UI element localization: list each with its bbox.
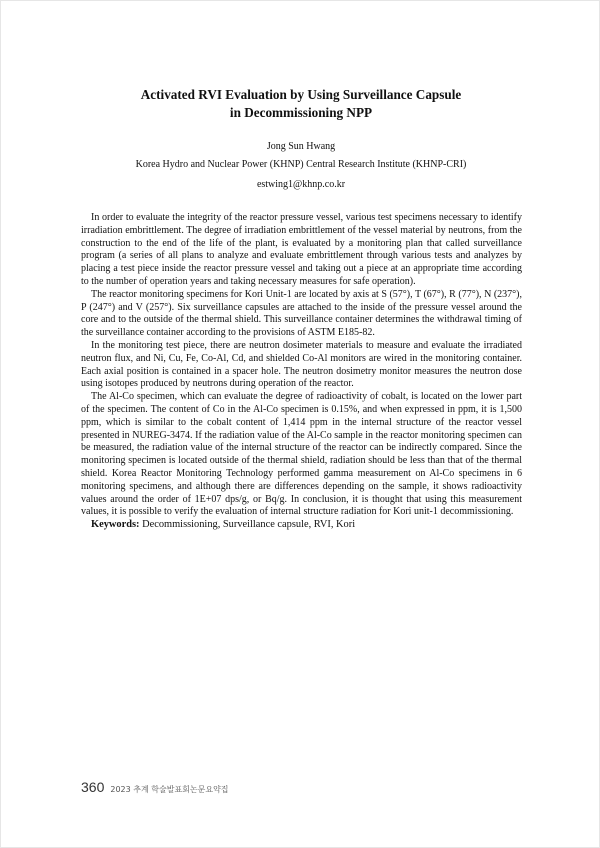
author-name: Jong Sun Hwang — [266, 141, 336, 152]
title-line-1: Activated RVI Evaluation by Using Surveillance Capsule — [140, 87, 462, 102]
title-line-2: in Decommissioning NPP — [229, 105, 373, 120]
proceedings-name: 2023 추계 학술발표회논문요약집 — [110, 785, 229, 794]
page-number: 360 — [81, 779, 105, 795]
abstract-body — [81, 212, 522, 532]
abstract-paragraph-3: In the monitoring test piece, there are neutron dosimeter materials to measure and evaluate the irradiated neutron flux, and Ni, Cu, Fe, Co-Al, Cd, and shielded Co-Al monitors are wired in the monitoring container. Each axial position is contained in a spacer hole. The neutron dosimetry monitor measures the neutron dose using isotopes produced by neutrons during operation of the reactor. — [81, 339, 522, 390]
paper-title — [61, 86, 541, 122]
abstract-paragraph-4: The Al-Co specimen, which can evaluate the degree of radioactivity of cobalt, is located on the lower part of the specimen. The content of Co in the Al-Co specimen is 0.15%, and when expressed in ppm, it is 1,500 ppm, which is similar to the cobalt content of 1,414 ppm in the internal structure of the reactor vessel presented in NUREG-3474. If the radiation value of the Al-Co sample in the reactor monitoring specimen can be measured, the radiation value of the internal structure of the reactor can be indirectly compared. Since the monitoring specimen is located outside of the thermal shield, radiation should be less than that of the thermal shield. Korea Reactor Monitoring Technology performed gamma measurement on Al-Co specimens in 6 monitoring specimens, and although there are differences depending on the sample, it shows radioactivity values around the order of 1E+07 dps/g, or Bq/g. In conclusion, it is thought that using this measurement values, it is possible to verify the evaluation of internal structure radiation for Kori unit-1 decommissioning. — [81, 391, 522, 518]
keywords-label: Keywords: — [91, 519, 140, 531]
keywords-line — [81, 519, 522, 532]
abstract-paragraph-2: The reactor monitoring specimens for Kori Unit-1 are located by axis at S (57°), T (67°), R (77°), N (237°), P (247°) and V (257°). Six surveillance capsules are attached to the inside of the pressure vessel around the core and to the outside of the thermal shield. This surveillance container determines the withdrawal timing of the surveillance container according to the provisions of ASTM E185-82. — [81, 288, 522, 339]
abstract-paragraph-1: In order to evaluate the integrity of the reactor pressure vessel, various test specimens necessary to identify irradiation embrittlement. The degree of irradiation embrittlement of the vessel material by neutrons, from the construction to the end of the life of the plant, is evaluated by a monitoring plan that called surveillance program (a series of all plans to analyze and evaluate embrittlement through various tests and analyzes by placing a test piece inside the reactor pressure vessel and taking out a piece at an appropriate time according to the number of operation years and taking necessary measures for safe operation). — [81, 212, 522, 287]
page-footer — [81, 779, 229, 799]
keywords-text: Decommissioning, Surveillance capsule, RVI, Kori — [142, 519, 356, 531]
author-affiliation: Korea Hydro and Nuclear Power (KHNP) Central Research Institute (KHNP-CRI) — [135, 159, 467, 170]
author-email: estwing1@khnp.co.kr — [256, 179, 346, 190]
